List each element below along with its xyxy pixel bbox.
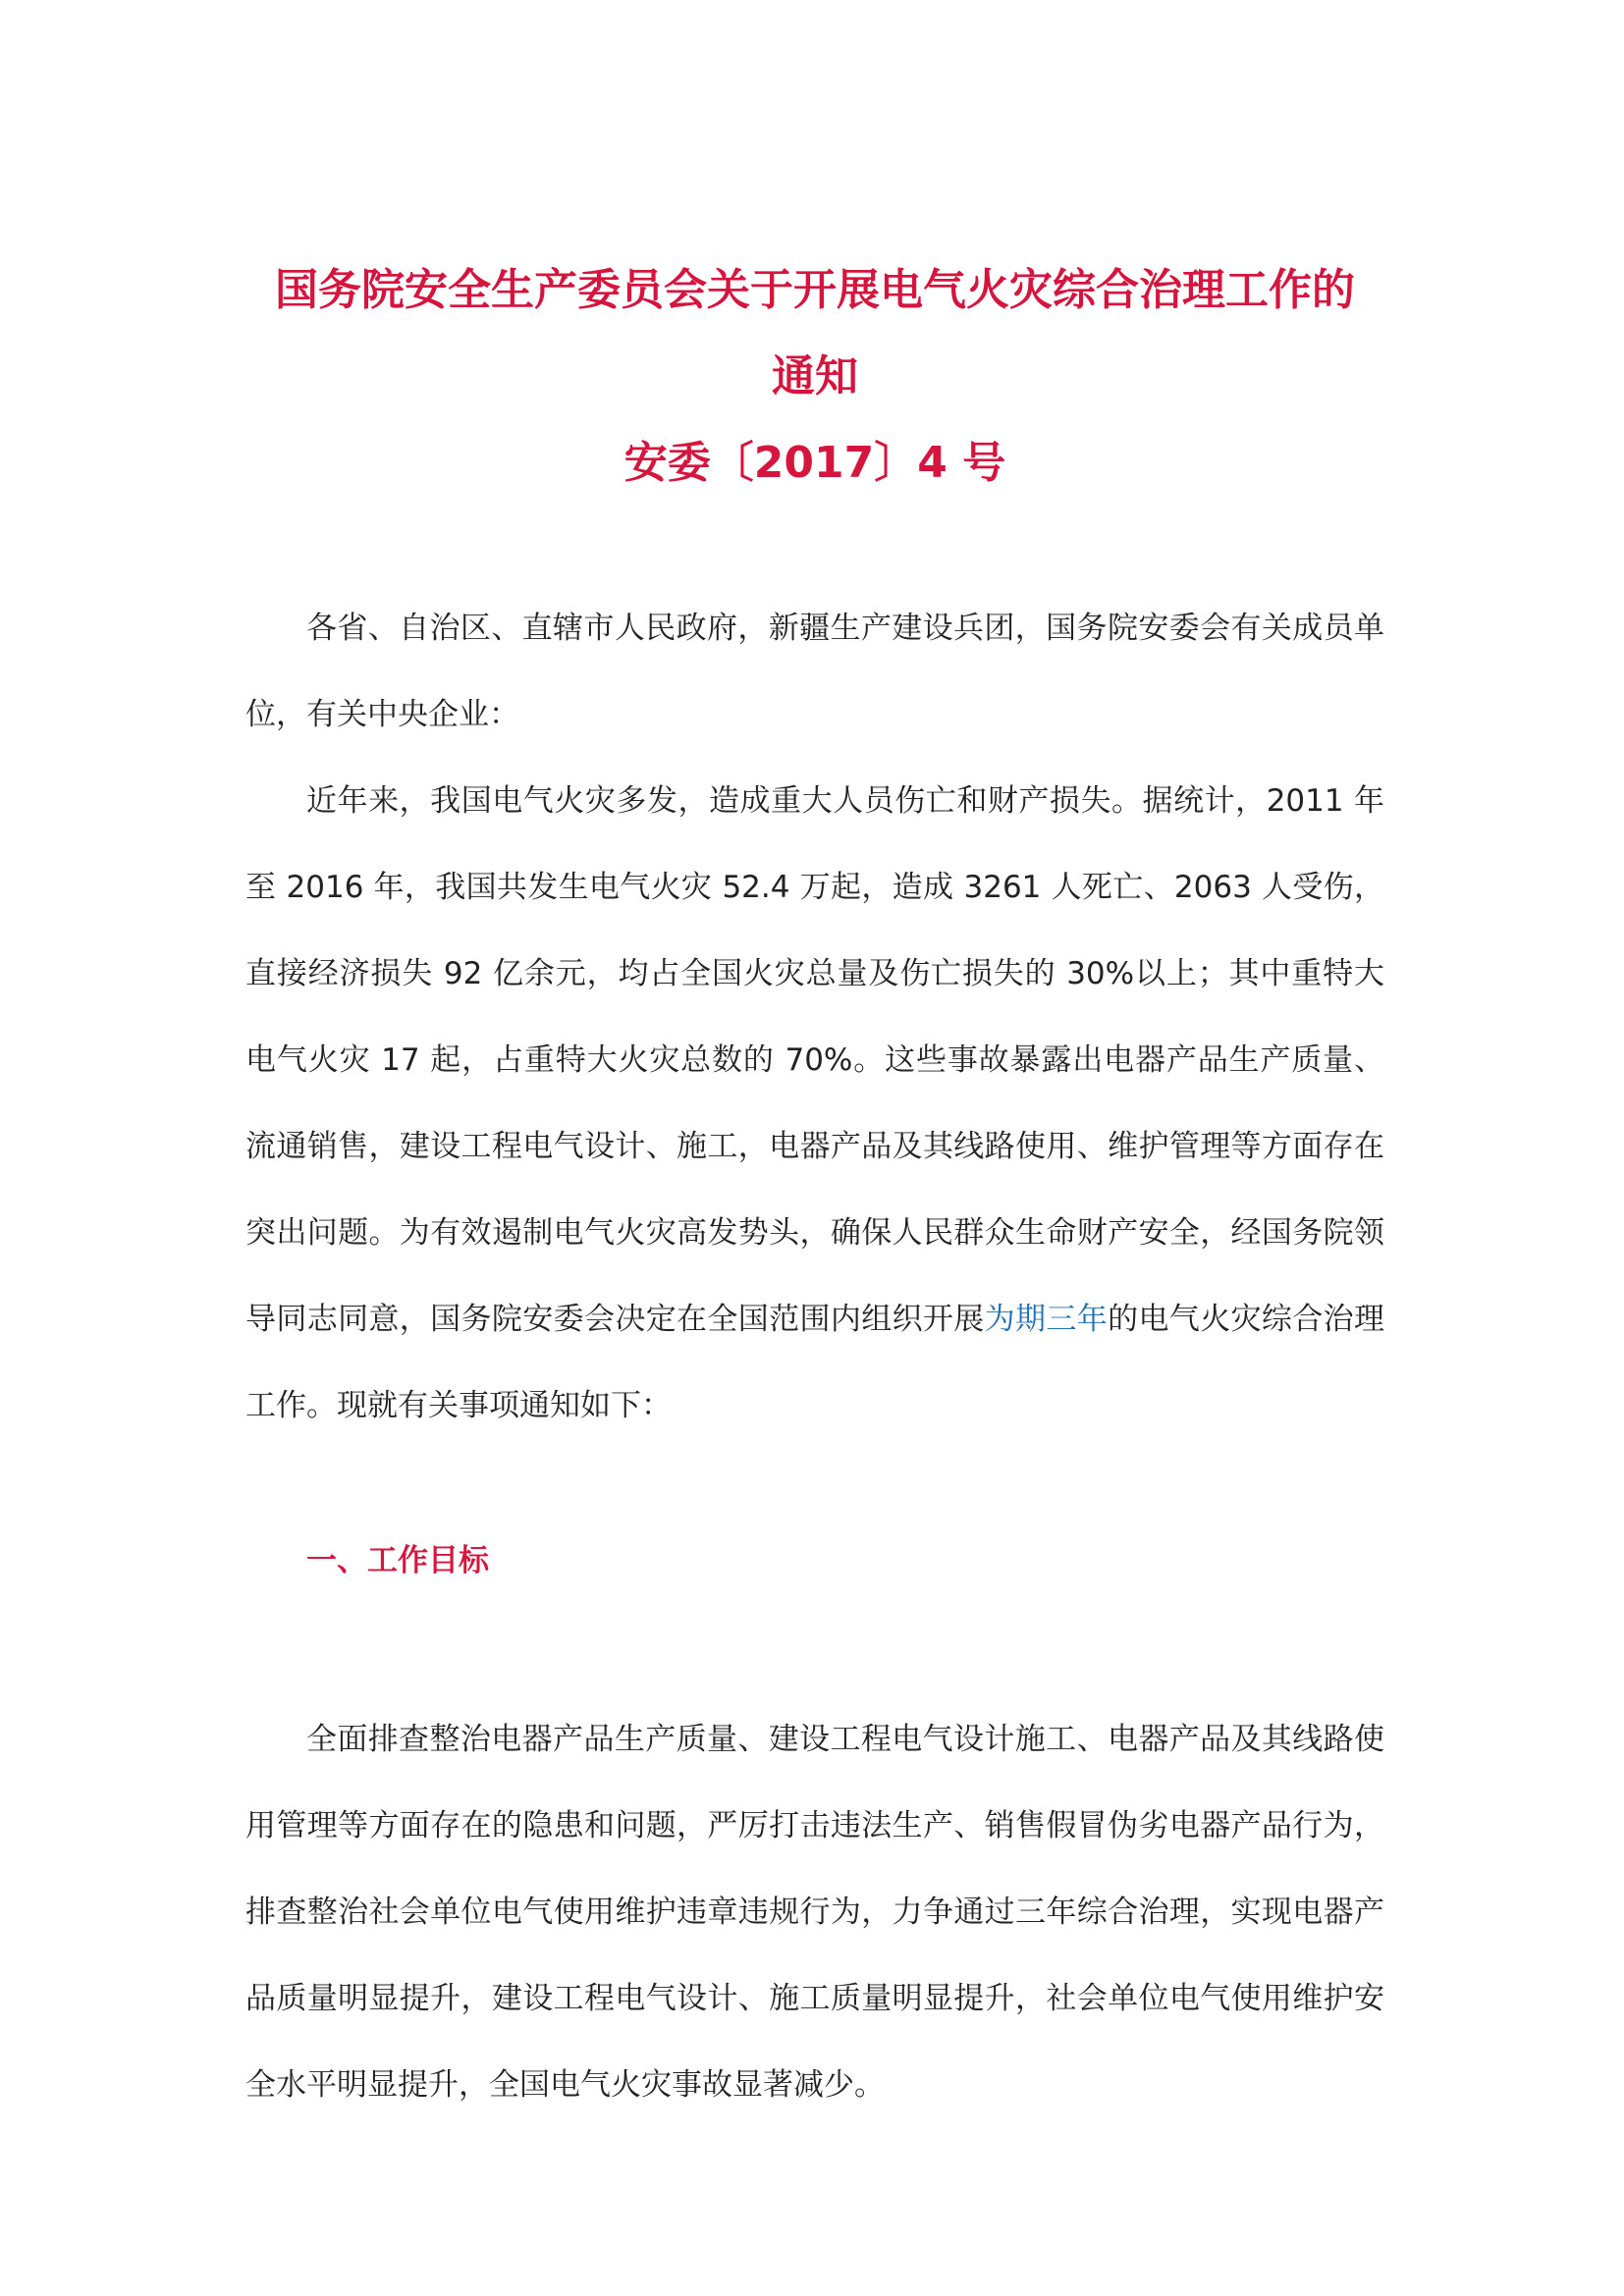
title-line-2: 通知	[772, 351, 858, 401]
section-1-paragraph: 全面排查整治电器产品生产质量、建设工程电气设计施工、电器产品及其线路使用管理等方面存在的隐患和问题，严厉打击违法生产、销售假冒伪劣电器产品行为，排查整治社会单位电气使用维护违章违规行为，力争通过三年综合治理，实现电器产品质量明显提升，建设工程电气设计、施工质量明显提升，社会单位电气使用维护安全水平明显提升，全国电气火灾事故显著减少。	[245, 1722, 1384, 2103]
intro-text-part-1: 近年来，我国电气火灾多发，造成重大人员伤亡和财产损失。据统计，2011 年至 2016 年，我国共发生电气火灾 52.4 万起，造成 3261 人死亡、2063 人受伤，直接经济损失 92 亿余元，均占全国火灾总量及伤亡损失的 30%以上；其中重特大电气火灾 17 起，占重特大火灾总数的 70%。这些事故暴露出电器产品生产质量、流通销售，建设工程电气设计、施工，电器产品及其线路使用、维护管理等方面存在突出问题。为有效遏制电气火灾高发势头，确保人民群众生命财产安全，经国务院领导同志同意，国务院安委会决定在全国范围内组织开展	[245, 783, 1384, 1337]
section-heading-work-goals: 一、工作目标	[306, 1543, 489, 1578]
salutation-paragraph: 各省、自治区、直辖市人民政府，新疆生产建设兵团，国务院安委会有关成员单位，有关中央企业：	[245, 611, 1384, 732]
title-line-1: 国务院安全生产委员会关于开展电气火灾综合治理工作的	[275, 265, 1355, 315]
document-number: 安委〔2017〕4 号	[623, 438, 1006, 488]
intro-paragraph	[245, 758, 1384, 1449]
document-title	[245, 247, 1384, 507]
intro-highlight-link[interactable]: 为期三年	[984, 1302, 1109, 1337]
intro-text-part-2: 的电气火灾综合治理工作。现就有关事项通知如下：	[245, 1302, 1385, 1423]
